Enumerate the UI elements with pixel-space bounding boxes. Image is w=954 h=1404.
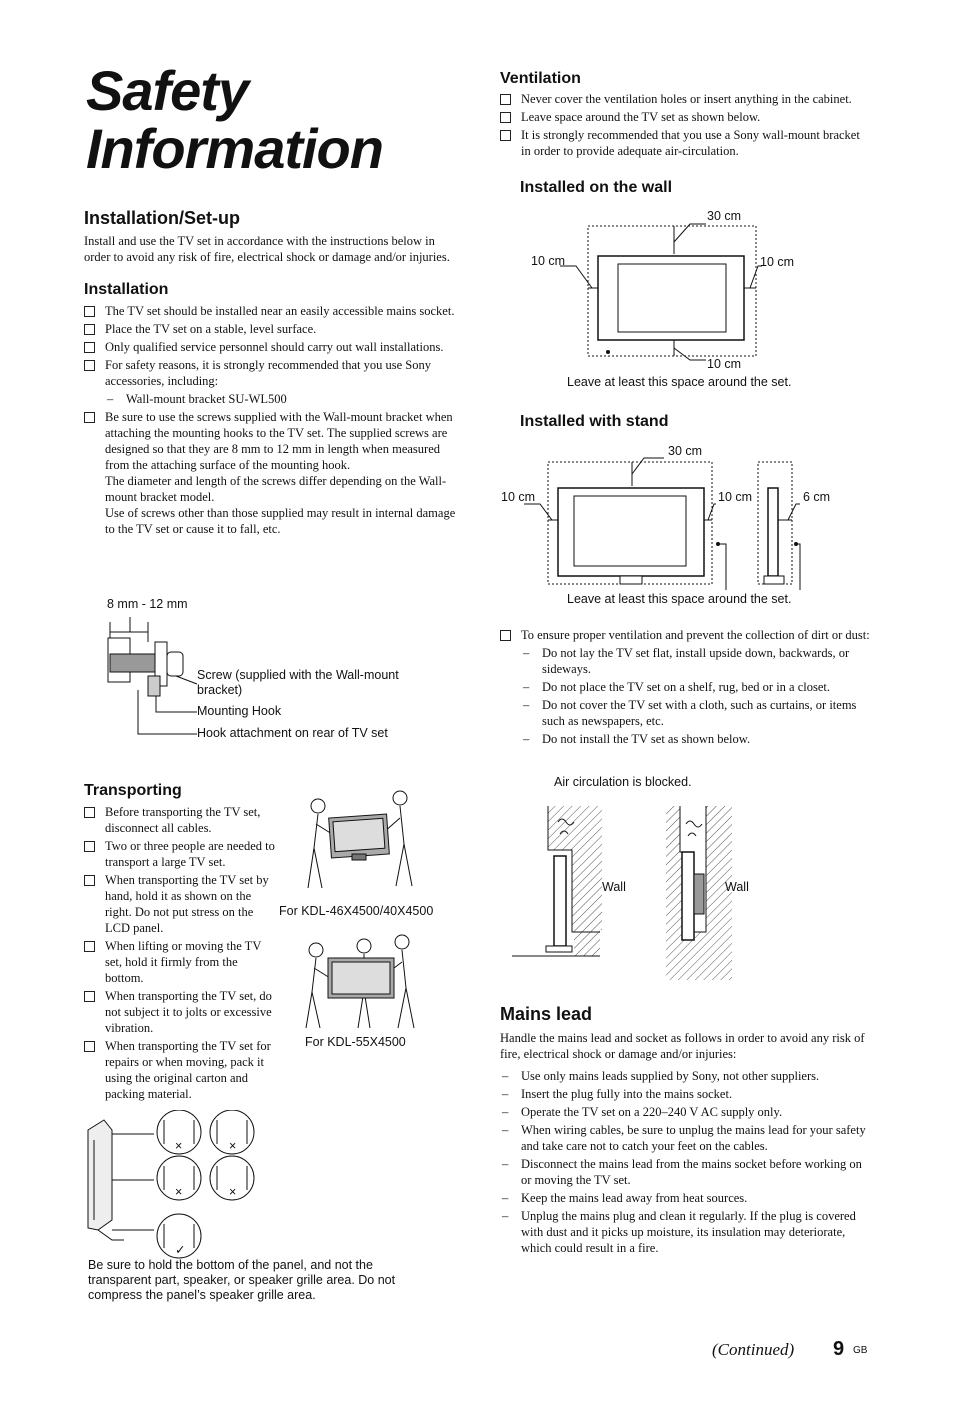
wall-label-a: Wall [602, 880, 626, 894]
list-item: Never cover the ventilation holes or insert anything in the cabinet. [500, 91, 870, 107]
wall-right-clearance: 10 cm [760, 255, 795, 269]
dust-section [500, 627, 870, 749]
ventilation-list [500, 91, 870, 159]
dust-list [500, 627, 870, 747]
screw-length-label: 8 mm - 12 mm [107, 597, 188, 611]
continued-label: (Continued) [712, 1340, 795, 1359]
mains-lead-section [500, 1003, 872, 1258]
screw-label: Screw (supplied with the Wall-mount bracket) [197, 668, 399, 697]
list-item: – Keep the mains lead away from heat sources. [500, 1190, 872, 1206]
mains-lead-heading: Mains lead [500, 1004, 593, 1024]
list-item: It is strongly recommended that you use a Sony wall-mount bracket in order to provide adequate air-circulation. [500, 127, 870, 159]
list-item: The TV set should be installed near an easily accessible mains socket. [84, 303, 456, 319]
transporting-heading: Transporting [84, 782, 182, 799]
hold-note: Be sure to hold the bottom of the panel, and not the transparent part, speaker, or speaker grille area. Do not compress the panel’s speaker grille area. [88, 1258, 396, 1302]
page-suffix: GB [853, 1345, 868, 1356]
list-item: Leave space around the TV set as shown below. [500, 109, 870, 125]
installation-setup-section [84, 207, 456, 539]
list-item [500, 627, 870, 747]
list-item [84, 409, 456, 537]
list-item-text: For safety reasons, it is strongly recommended that you use Sony accessories, including: [105, 358, 431, 388]
sub-list-item: – Do not cover the TV set with a cloth, such as curtains, or items such as newspapers, etc. [521, 697, 870, 729]
two-person-carry-illustration [300, 788, 420, 894]
list-item: Two or three people are needed to transport a large TV set. [84, 838, 276, 870]
screw-diagram [100, 612, 210, 742]
stand-right-clearance: 10 cm [718, 490, 753, 504]
three-person-carry-illustration [300, 932, 420, 1032]
wall-label-b: Wall [725, 880, 749, 894]
page-title: Safety Information [86, 59, 383, 180]
ventilation-section [500, 69, 870, 161]
sub-list-item: – Wall-mount bracket SU-WL500 [105, 391, 456, 407]
screw-note-2: Use of screws other than those supplied may result in internal damage to the TV set or cause it to fall, etc. [105, 506, 456, 536]
mains-lead-intro: Handle the mains lead and socket as follows in order to avoid any risk of fire, electrical shock or damage and/or injuries: [500, 1031, 865, 1061]
list-item: – Disconnect the mains lead from the mains socket before working on or moving the TV set. [500, 1156, 872, 1188]
svg-text:×: × [229, 1185, 237, 1199]
list-item: – Operate the TV set on a 220–240 V AC supply only. [500, 1104, 872, 1120]
stand-clearance-diagram [500, 440, 840, 590]
mounting-hook-label: Mounting Hook [197, 704, 282, 718]
svg-text:×: × [229, 1139, 237, 1153]
transporting-list [84, 804, 276, 1102]
installation-list [84, 303, 456, 537]
sub-list-item: – Do not place the TV set on a shelf, rug, bed or in a closet. [521, 679, 870, 695]
stand-left-clearance: 10 cm [501, 490, 536, 504]
list-item: – When wiring cables, be sure to unplug the mains lead for your safety and take care not to catch your feet on the cables. [500, 1122, 872, 1154]
wall-top-clearance: 30 cm [707, 209, 742, 223]
hook-attachment-label: Hook attachment on rear of TV set [197, 726, 388, 740]
wall-bottom-clearance: 10 cm [707, 357, 742, 371]
list-item [84, 357, 456, 407]
wall-left-clearance: 10 cm [531, 254, 566, 268]
mains-lead-list [500, 1068, 872, 1256]
screw-item-text: Be sure to use the screws supplied with the Wall-mount bracket when attaching the mounting hooks to the TV set. The supplied screws are designed so that they are 8 mm to 12 mm in length when measured from the attaching surface of the mounting hook. [105, 410, 453, 472]
stand-top-clearance: 30 cm [668, 444, 703, 458]
sub-list [105, 391, 456, 407]
wall-install-heading-text: Installed on the wall [520, 179, 673, 196]
list-item: When transporting the TV set, do not subject it to jolts or excessive vibration. [84, 988, 276, 1036]
dust-intro: To ensure proper ventilation and prevent the collection of dirt or dust: [521, 628, 870, 642]
svg-text:×: × [175, 1139, 183, 1153]
stand-caption: Leave at least this space around the set. [567, 592, 792, 606]
list-item: When lifting or moving the TV set, hold it firmly from the bottom. [84, 938, 276, 986]
stand-install-heading-text: Installed with stand [520, 413, 669, 430]
page-number: 9 [833, 1338, 845, 1360]
list-item: – Insert the plug fully into the mains socket. [500, 1086, 872, 1102]
dust-sub-list [521, 645, 870, 747]
installation-heading: Installation [84, 281, 169, 298]
caption-kdl-55: For KDL-55X4500 [305, 1035, 406, 1049]
caption-kdl-46: For KDL-46X4500/40X4500 [279, 904, 434, 918]
sub-list-item: – Do not install the TV set as shown below. [521, 731, 870, 747]
stand-side-clearance: 6 cm [803, 490, 831, 504]
list-item: When transporting the TV set by hand, hold it as shown on the right. Do not put stress on the LCD panel. [84, 872, 276, 936]
svg-text:×: × [175, 1185, 183, 1199]
wall-clearance-diagram [500, 200, 840, 376]
installation-setup-heading: Installation/Set-up [84, 208, 241, 228]
list-item: Place the TV set on a stable, level surface. [84, 321, 456, 337]
screw-note-1: The diameter and length of the screws differ depending on the Wall-mount bracket model. [105, 474, 447, 504]
list-item: – Unplug the mains plug and clean it regularly. If the plug is covered with dust and it picks up moisture, its insulation may deteriorate, which could result in a fire. [500, 1208, 872, 1256]
panel-holding-illustration [84, 1110, 274, 1260]
svg-text:✓: ✓ [175, 1243, 186, 1257]
list-item: – Use only mains leads supplied by Sony, not other suppliers. [500, 1068, 872, 1084]
blocked-airflow-illustration [510, 800, 750, 984]
list-item: Only qualified service personnel should carry out wall installations. [84, 339, 456, 355]
stand-install-heading [520, 412, 668, 432]
installation-setup-intro: Install and use the TV set in accordance with the instructions below in order to avoid any risk of fire, electrical shock or damage and/or injuries. [84, 234, 450, 264]
wall-caption: Leave at least this space around the set. [567, 375, 792, 389]
list-item: When transporting the TV set for repairs or when moving, pack it using the original carton and packing material. [84, 1038, 276, 1102]
ventilation-heading: Ventilation [500, 70, 581, 87]
wall-install-heading [520, 178, 672, 198]
blocked-caption: Air circulation is blocked. [554, 775, 692, 789]
sub-list-item: – Do not lay the TV set flat, install upside down, backwards, or sideways. [521, 645, 870, 677]
list-item: Before transporting the TV set, disconnect all cables. [84, 804, 276, 836]
transporting-section [84, 781, 276, 1104]
